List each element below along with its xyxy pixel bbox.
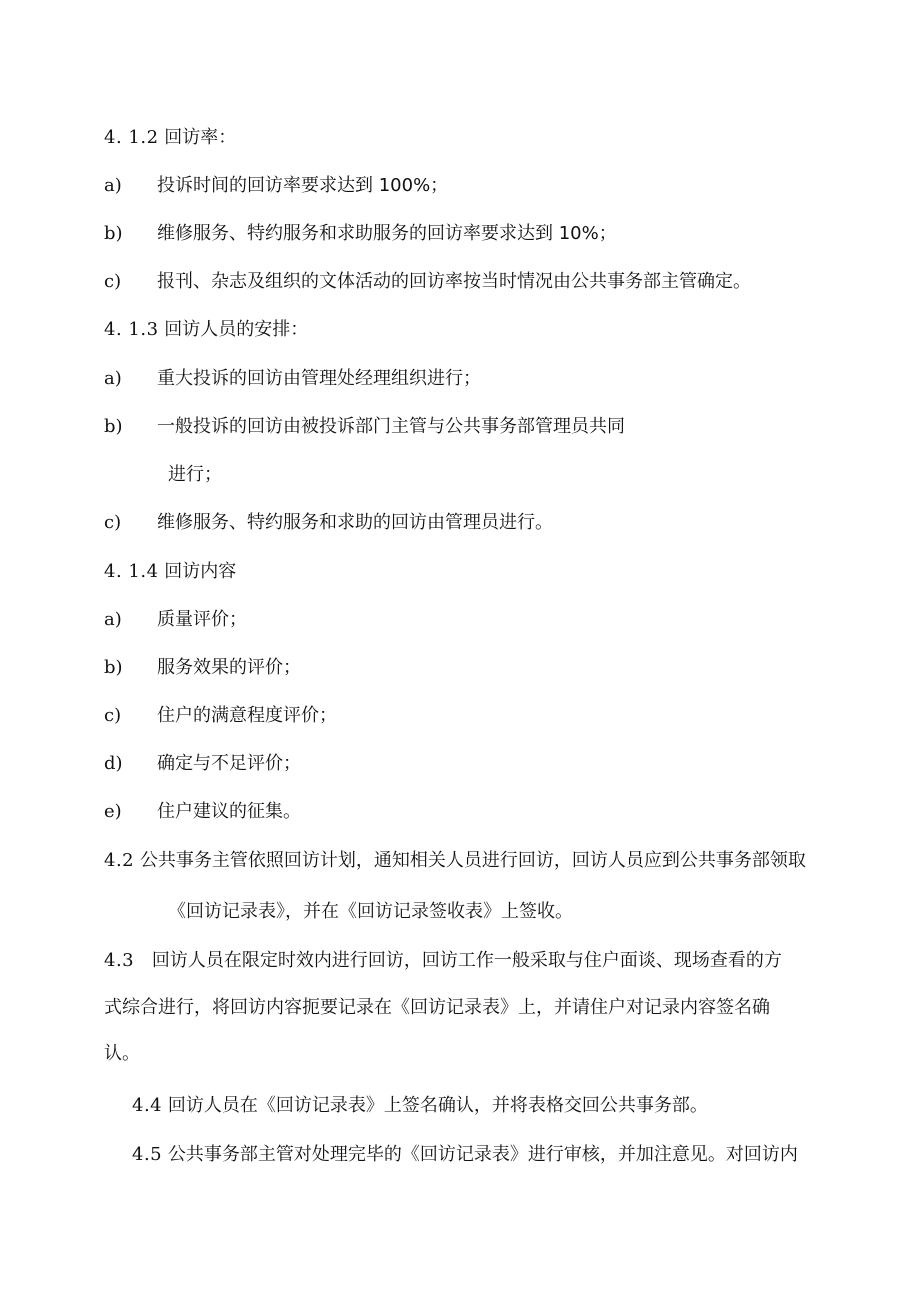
list-marker: e) [104,801,122,822]
list-marker: c) [104,271,122,292]
list-item-text: 服务效果的评价； [157,657,301,678]
list-item-text: 质量评价； [157,609,247,630]
list-marker: a) [104,609,122,630]
paragraph-text: 回访人员在限定时效内进行回访，回访工作一般采取与住户面谈、现场查看的方 [151,950,782,971]
list-item-text: 一般投诉的回访由被投诉部门主管与公共事务部管理员共同 [157,416,625,437]
section-number: 4.5 [132,1144,163,1165]
list-marker: c) [104,705,122,726]
list-item-text: 维修服务、特约服务和求助的回访由管理员进行。 [157,512,553,533]
list-item-text: 住户的满意程度评价； [157,705,337,726]
paragraph-continuation: 认。 [104,1043,140,1064]
list-marker: a) [104,175,122,196]
section-number: 4.4 [132,1095,163,1116]
section-title: 回访率： [164,127,237,148]
section-title: 回访内容 [164,561,237,582]
list-item-text: 报刊、杂志及组织的文体活动的回访率按当时情况由公共事务部主管确定。 [157,271,751,292]
section-number: 4. 1.2 [104,127,159,148]
paragraph-text: 公共事务部主管对处理完毕的《回访记录表》进行审核，并加注意见。对回访内 [167,1144,798,1165]
section-number: 4. 1.3 [104,319,159,340]
paragraph-text: 公共事务主管依照回访计划，通知相关人员进行回访，回访人员应到公共事务部领取 [139,850,806,871]
section-number: 4.2 [104,850,135,871]
heading-4-1-3 [104,318,308,342]
list-item-continuation: 进行； [168,464,222,485]
paragraph-continuation: 《回访记录表》，并在《回访记录签收表》上签收。 [168,901,573,922]
list-marker: d) [104,753,123,774]
list-item-text: 投诉时间的回访率要求达到 100%； [157,175,449,196]
heading-4-1-2 [104,126,236,150]
paragraph-text: 回访人员在《回访记录表》上签名确认，并将表格交回公共事务部。 [167,1095,708,1116]
list-marker: b) [104,416,123,437]
list-item-text: 重大投诉的回访由管理处经理组织进行； [157,368,481,389]
paragraph-4-4 [132,1094,708,1118]
list-marker: b) [104,657,123,678]
list-marker: a) [104,368,122,389]
list-item-text: 确定与不足评价； [157,753,301,774]
section-number: 4.3 [104,950,135,971]
paragraph-4-5 [132,1143,798,1167]
paragraph-4-2 [104,849,806,873]
heading-4-1-4 [104,560,236,584]
paragraph-continuation: 式综合进行，将回访内容扼要记录在《回访记录表》上，并请住户对记录内容签名确 [104,997,770,1018]
section-title: 回访人员的安排： [164,319,309,340]
list-item-text: 维修服务、特约服务和求助服务的回访率要求达到 10%； [157,223,617,244]
list-item-text: 住户建议的征集。 [157,801,301,822]
list-marker: b) [104,223,123,244]
list-marker: c) [104,512,122,533]
section-number: 4. 1.4 [104,561,159,582]
paragraph-4-3 [104,949,782,973]
